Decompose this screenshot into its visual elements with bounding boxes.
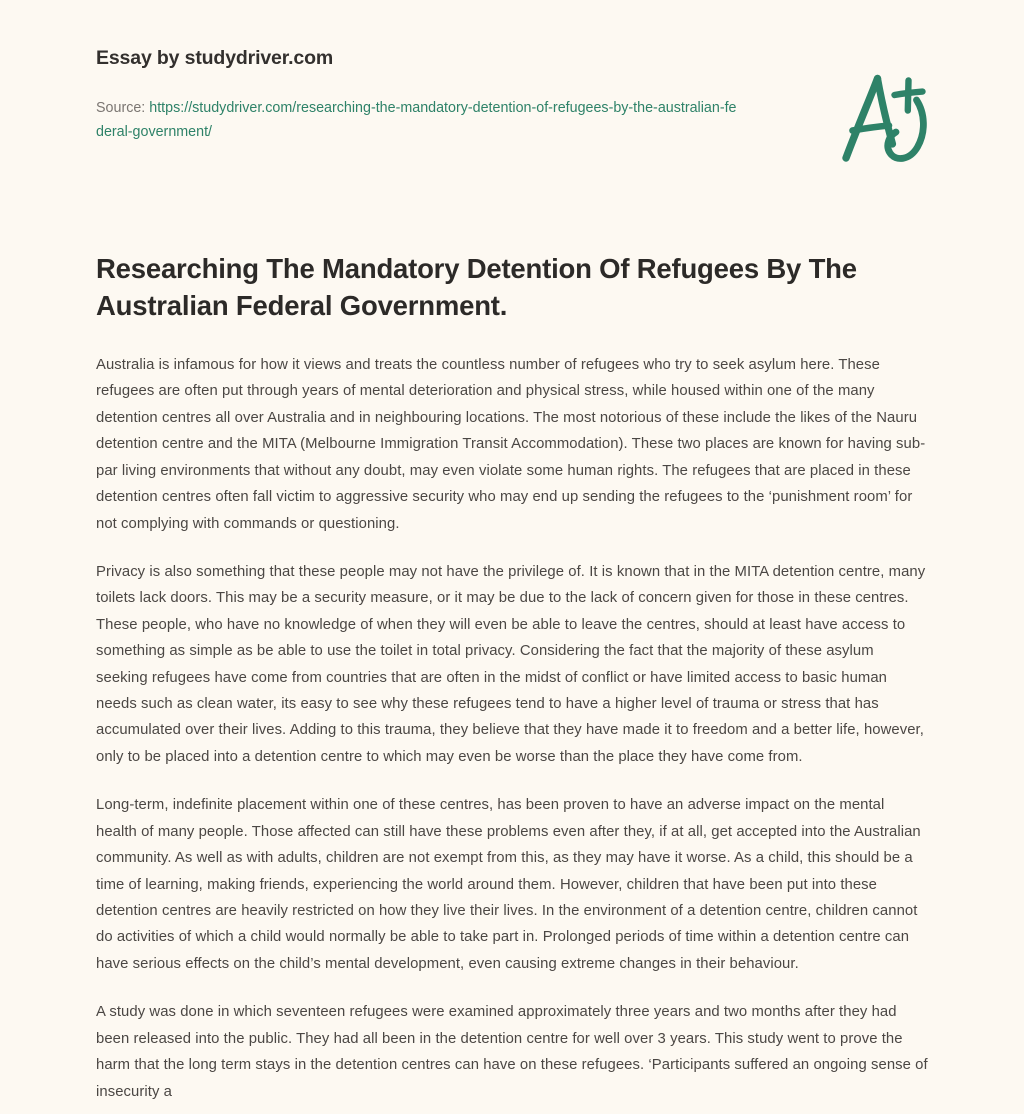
- paragraph: Australia is infamous for how it views and treats the countless number of refugees who try to seek asylum here. These refugees are often put through years of mental deterioration and physical stress, while housed within one of the many detention centres all over Australia and in neighbouring locations. The most notorious of these include the likes of the Nauru detention centre and the MITA (Melbourne Immigration Transit Accommodation). These two places are known for having sub-par living environments that without any doubt, may even violate some human rights. The refugees that are placed in these detention centres often fall victim to aggressive security who may end up sending the refugees to the ‘punishment room’ for not complying with commands or questioning.: [96, 357, 926, 532]
- source-line: [96, 97, 744, 143]
- a-plus-logo-icon: [822, 58, 942, 178]
- source-url-link[interactable]: https://studydriver.com/researching-the-mandatory-detention-of-refugees-by-the-australian-federal-government/: [96, 100, 737, 140]
- source-label: Source:: [96, 100, 150, 117]
- brand-byline: Essay by studydriver.com: [96, 47, 334, 69]
- page-title: Researching The Mandatory Detention Of Refugees By The Australian Federal Government.: [96, 253, 857, 322]
- paragraph: Long-term, indefinite placement within one of these centres, has been proven to have an adverse impact on the mental health of many people. Those affected can still have these problems even after they, if at all, get accepted into the Australian community. As well as with adults, children are not exempt from this, as they may have it worse. As a child, this should be a time of learning, making friends, experiencing the world around them. However, children that have been put into these detention centres are heavily restricted on how they live their lives. In the environment of a detention centre, children cannot do activities of which a child would normally be able to take part in. Prolonged periods of time within a detention centre can have serious effects on the child’s mental development, even causing extreme changes in their behaviour.: [96, 797, 921, 972]
- paragraph: A study was done in which seventeen refugees were examined approximately three years and two months after they had been released into the public. They had all been in the detention centre for well over 3 years. This study went to prove the harm that the long term stays in the detention centres can have on these refugees. ‘Participants suffered an ongoing sense of insecurity a: [96, 1004, 928, 1100]
- paragraph: Privacy is also something that these people may not have the privilege of. It is known that in the MITA detention centre, many toilets lack doors. This may be a security measure, or it may be due to the lack of concern given for those in these centres. These people, who have no knowledge of when they will even be able to leave the centres, should at least have access to something as simple as be able to use the toilet in total privacy. Considering the fact that the majority of these asylum seeking refugees have come from countries that are often in the midst of conflict or have limited access to basic human needs such as clean water, its easy to see why these refugees tend to have a higher level of trauma or stress that has accumulated over their lives. Adding to this trauma, they believe that they have made it to freedom and a better life, however, only to be placed into a detention centre to which may even be worse than the place they have come from.: [96, 563, 926, 765]
- document-header: [96, 46, 928, 144]
- document-body: [96, 352, 929, 1105]
